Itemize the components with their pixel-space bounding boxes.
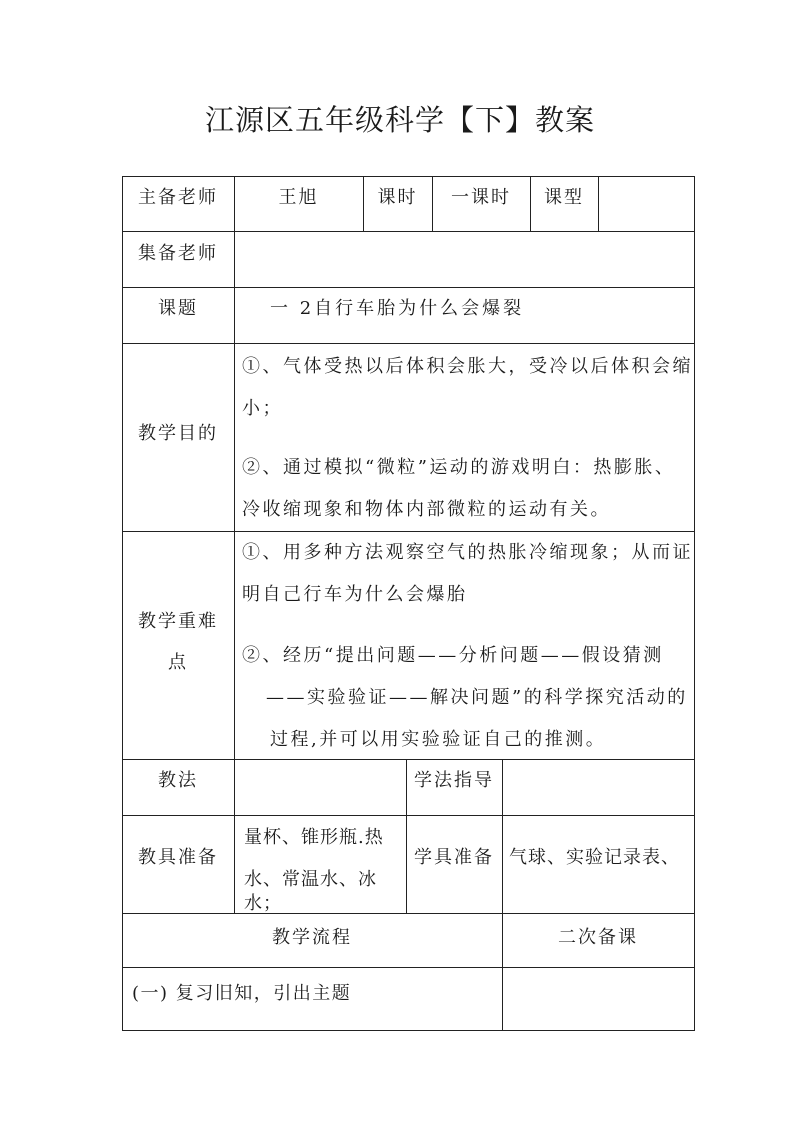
keypoint-line: 过程,并可以用实验验证自己的推测。 xyxy=(270,729,607,750)
table-row-divider xyxy=(122,343,695,344)
table-row-divider xyxy=(122,231,695,232)
table-col-divider xyxy=(502,759,503,1031)
student-tools-label: 学具准备 xyxy=(414,847,494,868)
second-prep-header: 二次备课 xyxy=(558,927,638,948)
table-row-divider xyxy=(122,1030,695,1031)
table-row-divider xyxy=(122,759,695,760)
table-row-divider xyxy=(122,815,695,816)
objective-line: ①、气体受热以后体积会胀大，受冷以后体积会缩 xyxy=(242,356,693,377)
page-title: 江源区五年级科学【下】教案 xyxy=(204,103,595,137)
teacher-tools-line: 量杯、锥形瓶.热 xyxy=(244,827,384,848)
objective-line: 冷收缩现象和物体内部微粒的运动有关。 xyxy=(242,499,611,520)
keypoint-line: ——实验验证——解决问题”的科学探究活动的 xyxy=(266,687,688,708)
method-label: 教法 xyxy=(158,770,198,791)
teacher-tools-label: 教具准备 xyxy=(138,847,218,868)
keypoint-line: 明自己行车为什么会爆胎 xyxy=(242,584,468,605)
periods-value: 一课时 xyxy=(451,187,511,208)
lead-teacher-value: 王旭 xyxy=(278,187,319,208)
table-col-divider xyxy=(598,176,599,232)
student-tools-value: 气球、实验记录表、 xyxy=(509,847,680,868)
keypoint-line: ②、经历“提出问题——分析问题——假设猜测 xyxy=(242,645,664,666)
topic-value: 一 2自行车胎为什么会爆裂 xyxy=(270,298,525,319)
objectives-label: 教学目的 xyxy=(138,423,218,444)
table-border-right xyxy=(694,176,695,1031)
lesson-type-label: 课型 xyxy=(544,187,584,208)
study-guide-label: 学法指导 xyxy=(414,770,494,791)
lead-teacher-label: 主备老师 xyxy=(138,187,218,208)
table-col-divider xyxy=(234,176,235,914)
step-one-text: (一) 复习旧知，引出主题 xyxy=(132,983,352,1004)
table-row-divider xyxy=(122,967,695,968)
table-border-top xyxy=(122,176,695,177)
table-row-divider xyxy=(122,913,695,914)
keypoints-label: 教学重难 xyxy=(138,611,218,632)
objective-line: ②、通过模拟“微粒”运动的游戏明白：热膨胀、 xyxy=(242,457,676,478)
keypoint-line: ①、用多种方法观察空气的热胀冷缩现象；从而证 xyxy=(242,542,693,563)
co-teachers-label: 集备老师 xyxy=(138,243,218,264)
table-row-divider xyxy=(122,531,695,532)
objective-line: 小； xyxy=(242,398,283,419)
teacher-tools-line: 水、常温水、冰水； xyxy=(244,869,377,914)
topic-label: 课题 xyxy=(158,298,198,319)
periods-label: 课时 xyxy=(377,187,418,208)
table-row-divider xyxy=(122,287,695,288)
keypoints-label-cont: 点 xyxy=(168,652,188,673)
process-header: 教学流程 xyxy=(272,927,352,948)
